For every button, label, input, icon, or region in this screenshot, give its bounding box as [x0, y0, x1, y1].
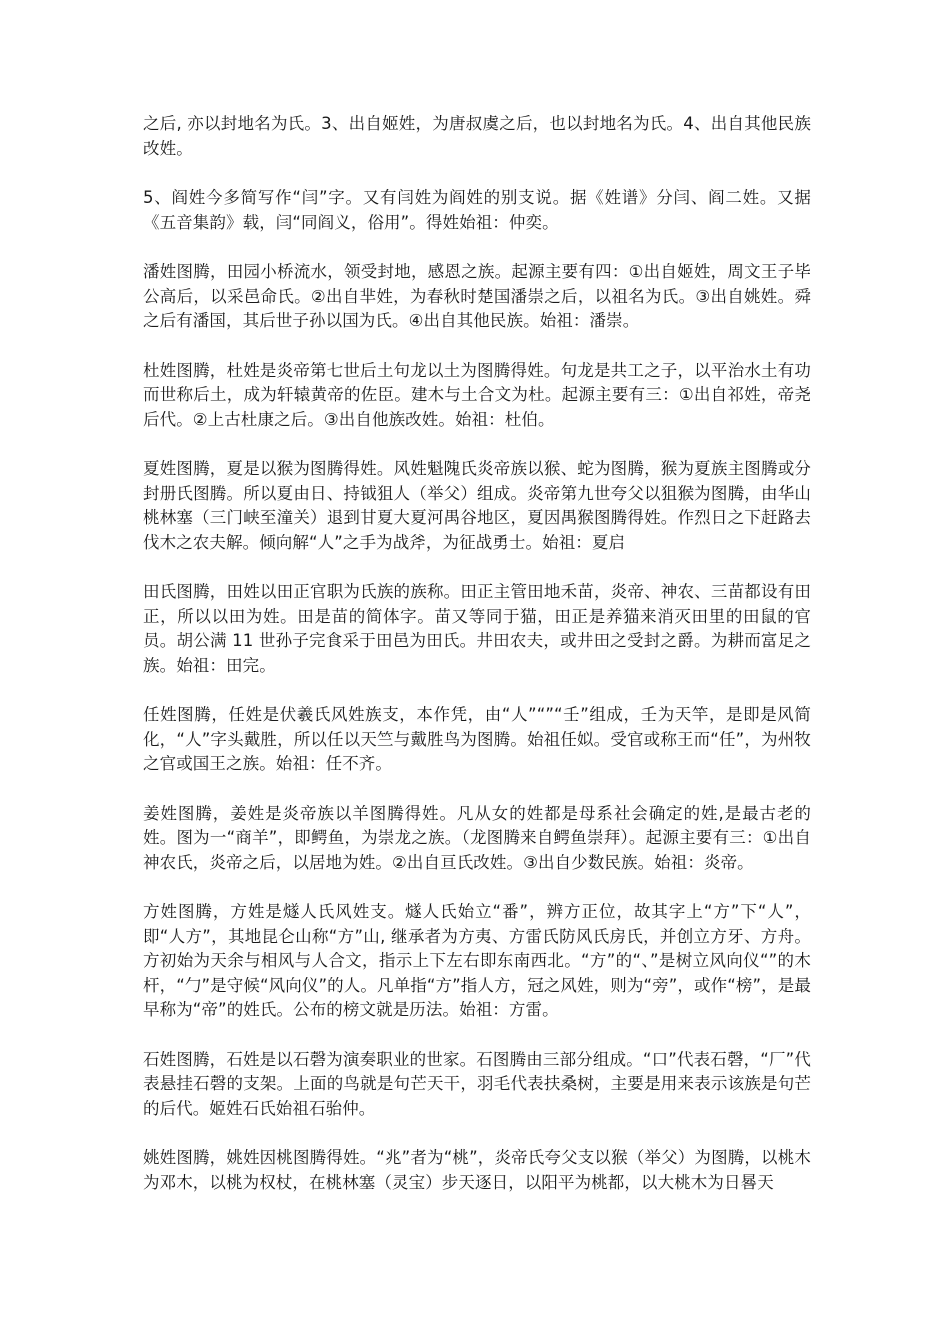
paragraph-shi-totem: 石姓图腾，石姓是以石磬为演奏职业的世家。石图腾由三部分组成。“口”代表石磬，“厂”代表悬挂石磬的支架。上面的鸟就是句芒天干，羽毛代表扶桑树，主要是用来表示该族是句芒的后代。姬姓石氏始祖石骀仲。	[143, 1049, 811, 1118]
paragraph-ren-totem: 任姓图腾，任姓是伏羲氏风姓族支，本作凭，由“人”“”“壬”组成，壬为天竿，是即是风简化，“人”字头戴胜，所以任以天竺与戴胜鸟为图腾。始祖任姒。受官或称王而“任”，为州牧之官或国王之族。始祖：任不齐。	[143, 705, 811, 773]
paragraph-du-totem: 杜姓图腾，杜姓是炎帝第七世后土句龙以土为图腾得姓。句龙是共工之子，以平治水土有功而世称后土，成为轩辕黄帝的佐臣。建木与土合文为杜。起源主要有三：①出自祁姓，帝尧后代。②上古杜康之后。③出自他族改姓。始祖：杜伯。	[143, 360, 811, 429]
paragraph-ji-surname-origin: 之后, 亦以封地名为氏。3、出自姬姓，为唐叔虞之后，也以封地名为氏。4、出自其他民族改姓。	[143, 114, 811, 158]
paragraph-pan-totem: 潘姓图腾，田园小桥流水，领受封地，感恩之族。起源主要有四：①出自姬姓，周文王子毕公高后，以采邑命氏。②出自芈姓，为春秋时楚国潘崇之后，以祖名为氏。③出自姚姓。舜之后有潘国，其后世子孙以国为氏。④出自其他民族。始祖：潘崇。	[143, 262, 811, 330]
paragraph-xia-totem: 夏姓图腾，夏是以猴为图腾得姓。风姓魁隗氏炎帝族以猴、蛇为图腾，猴为夏族主图腾或分封册氏图腾。所以夏由日、持钺狙人（举父）组成。炎帝第九世夸父以狙猴为图腾，由华山桃林塞（三门峡至潼关）退到甘夏大夏河禺谷地区，夏因禺猴图腾得姓。作烈日之下赶路去伐木之农夫解。倾向解“人”之手为战斧，为征战勇士。始祖：夏启	[143, 459, 811, 552]
paragraph-yao-totem: 姚姓图腾，姚姓因桃图腾得姓。“兆”者为“桃”，炎帝氏夸父支以猴（举父）为图腾，以桃木为邓木，以桃为权杖，在桃林塞（灵宝）步天逐日，以阳平为桃都，以大桃木为日晷天	[143, 1148, 811, 1192]
paragraph-tian-totem: 田氏图腾，田姓以田正官职为氏族的族称。田正主管田地禾苗，炎帝、神农、三苗都设有田正，所以以田为姓。田是苗的简体字。苗又等同于猫，田正是养猫来消灭田里的田鼠的官员。胡公满 11 世孙子完食采于田邑为田氏。井田农夫，或井田之受封之爵。为耕而富足之族。始祖：田完。	[143, 582, 811, 675]
document-body	[143, 112, 811, 1220]
paragraph-jiang-totem: 姜姓图腾，姜姓是炎帝族以羊图腾得姓。凡从女的姓都是母系社会确定的姓,是最古老的姓。图为一“商羊”，即鳄鱼，为崇龙之族。（龙图腾来自鳄鱼崇拜）。起源主要有三：①出自神农氏，炎帝之后，以居地为姓。②出自亘氏改姓。③出自少数民族。始祖：炎帝。	[143, 803, 811, 872]
paragraph-yan-surname: 5、阎姓今多简写作“闫”字。又有闫姓为阎姓的别支说。据《姓谱》分闫、阎二姓。又据《五音集韵》载，闫“同阎义，俗用”。得姓始祖：仲奕。	[143, 188, 811, 232]
paragraph-fang-totem: 方姓图腾，方姓是燧人氏风姓支。燧人氏始立“番”，辨方正位，故其字上“方”下“人”，即“人方”，其地昆仑山称“方”山, 继承者为方夷、方雷氏防风氏房氏，并创立方牙、方舟。方初始为天余与相风与人合文，指示上下左右即东南西北。“方”的“、”是树立风向仪“”的木杆，“勹”是守候“风向仪”的人。凡单指“方”指人方，冠之风姓，则为“旁”，或作“榜”，是最早称为“帝”的姓氏。公布的榜文就是历法。始祖：方雷。	[143, 902, 811, 1019]
